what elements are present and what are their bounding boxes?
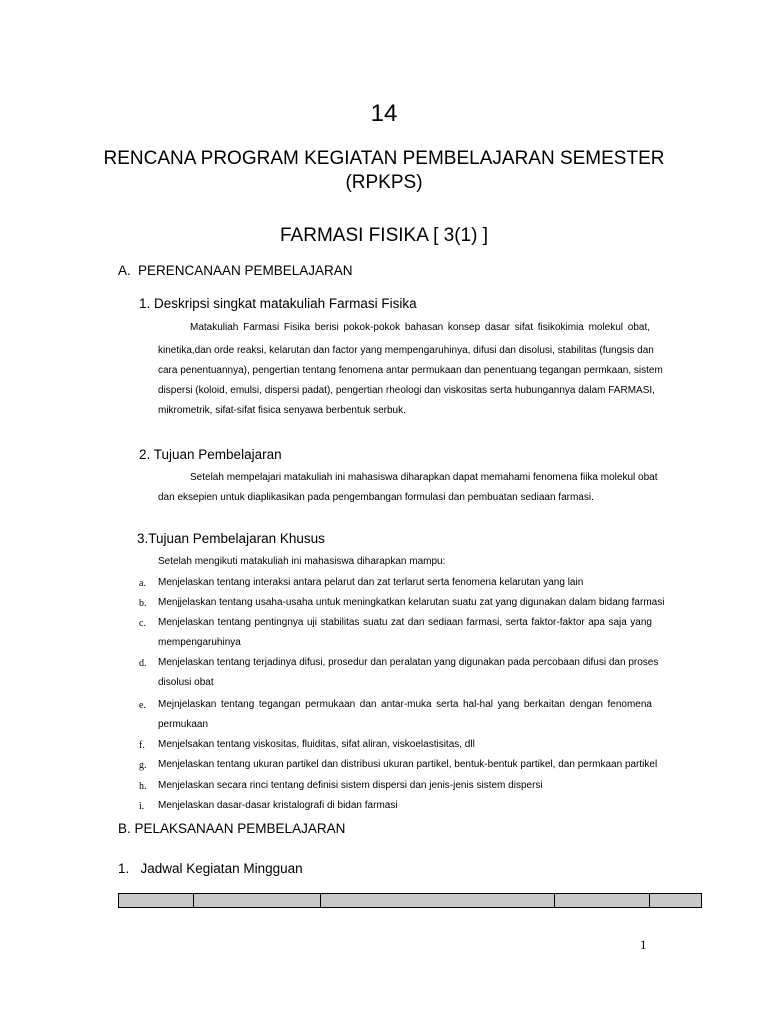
document-title: RENCANA PROGRAM KEGIATAN PEMBELAJARAN SEMESTER [103,148,665,169]
paragraph-line: cara penentuannya), pengertian tentang fenomena antar permukaan dan penentuang tegangan permkaan, sistem [158,365,663,376]
subsection-heading: 3.Tujuan Pembelajaran Khusus [137,531,325,546]
list-item: Menjjelaskan tentang usaha-usaha untuk meningkatkan kelarutan suatu zat yang digunakan dalam bidang farmasi [158,597,665,608]
list-marker: i. [139,801,145,812]
list-marker: b. [139,598,147,609]
list-item-continuation: mempengaruhinya [158,637,241,648]
list-marker: c. [139,618,146,629]
list-item: Menjelaskan tentang pentingnya uji stabilitas suatu zat dan sediaan farmasi, serta faktor-faktor apa saja yang [158,617,652,628]
section-a-heading: PERENCANAAN PEMBELAJARAN [138,263,353,278]
paragraph-line: mikrometrik, sifat-sifat fisica senyawa berbentuk serbuk. [158,405,406,416]
list-marker: a. [139,578,146,589]
list-item: Menjelaskan tentang ukuran partikel dan distribusi ukuran partikel, bentuk-bentuk partikel, dan permkaan partikel [158,759,658,770]
table-column-divider [554,894,555,907]
list-item: Menjelsakan tentang viskositas, fluiditas, sifat aliran, viskoelastisitas, dll [158,739,475,750]
list-intro: Setelah mengikuti matakuliah ini mahasiswa diharapkan mampu: [158,556,446,567]
section-b-heading: B. PELAKSANAAN PEMBELAJARAN [118,821,346,836]
paragraph-line: dispersi (koloid, emulsi, dispersi padat), pengertian rheologi dan viskositas serta hubungannya dalam FARMASI, [158,385,655,396]
table-column-divider [649,894,650,907]
paragraph-line: kinetika,dan orde reaksi, kelarutan dan factor yang mempengaruhinya, difusi dan disolusi, stabilitas (fungsis dan [158,345,654,356]
subsection-heading: 2. Tujuan Pembelajaran [139,447,282,462]
list-marker: g. [139,760,147,771]
list-marker: h. [139,781,147,792]
subsection-heading: 1. Deskripsi singkat matakuliah Farmasi Fisika [139,296,417,311]
page-number: 1 [640,937,647,952]
list-item: Mejnjelaskan tentang tegangan permukaan dan antar-muka serta hal-hal yang berkaitan dengan fenomena [158,699,652,710]
list-item-continuation: permukaan [158,719,209,730]
list-marker: e. [139,700,146,711]
paragraph-line: Matakuliah Farmasi Fisika berisi pokok-pokok bahasan konsep dasar sifat fisikokimia molekul obat, [190,322,650,333]
paragraph-line: Setelah mempelajari matakuliah ini mahasiswa diharapkan dapat memahami fenomena fiika molekul obat [190,472,658,483]
list-item: Menjelaskan secara rinci tentang definisi sistem dispersi dan jenis-jenis sistem dispersi [158,780,543,791]
table-column-divider [193,894,194,907]
list-marker: d. [139,658,147,669]
course-title: FARMASI FISIKA [ 3(1) ] [280,225,488,246]
chapter-number: 14 [370,100,398,127]
table-column-divider [320,894,321,907]
section-a-label: A. [118,263,131,278]
list-item: Menjelaskan tentang terjadinya difusi, prosedur dan peralatan yang digunakan pada percobaan difusi dan proses [158,657,659,668]
document-subtitle: (RPKPS) [345,172,423,193]
subsection-heading: 1. Jadwal Kegiatan Mingguan [118,861,303,876]
list-marker: f. [139,740,145,751]
list-item: Menjelaskan tentang interaksi antara pelarut dan zat terlarut serta fenomena kelarutan yang lain [158,577,584,588]
list-item: Menjelaskan dasar-dasar kristalografi di bidan farmasi [158,800,398,811]
paragraph-line: dan eksepien untuk diaplikasikan pada pengembangan formulasi dan pembuatan sediaan farmasi. [158,492,594,503]
schedule-table-header [118,893,702,908]
list-item-continuation: disolusi obat [158,677,214,688]
